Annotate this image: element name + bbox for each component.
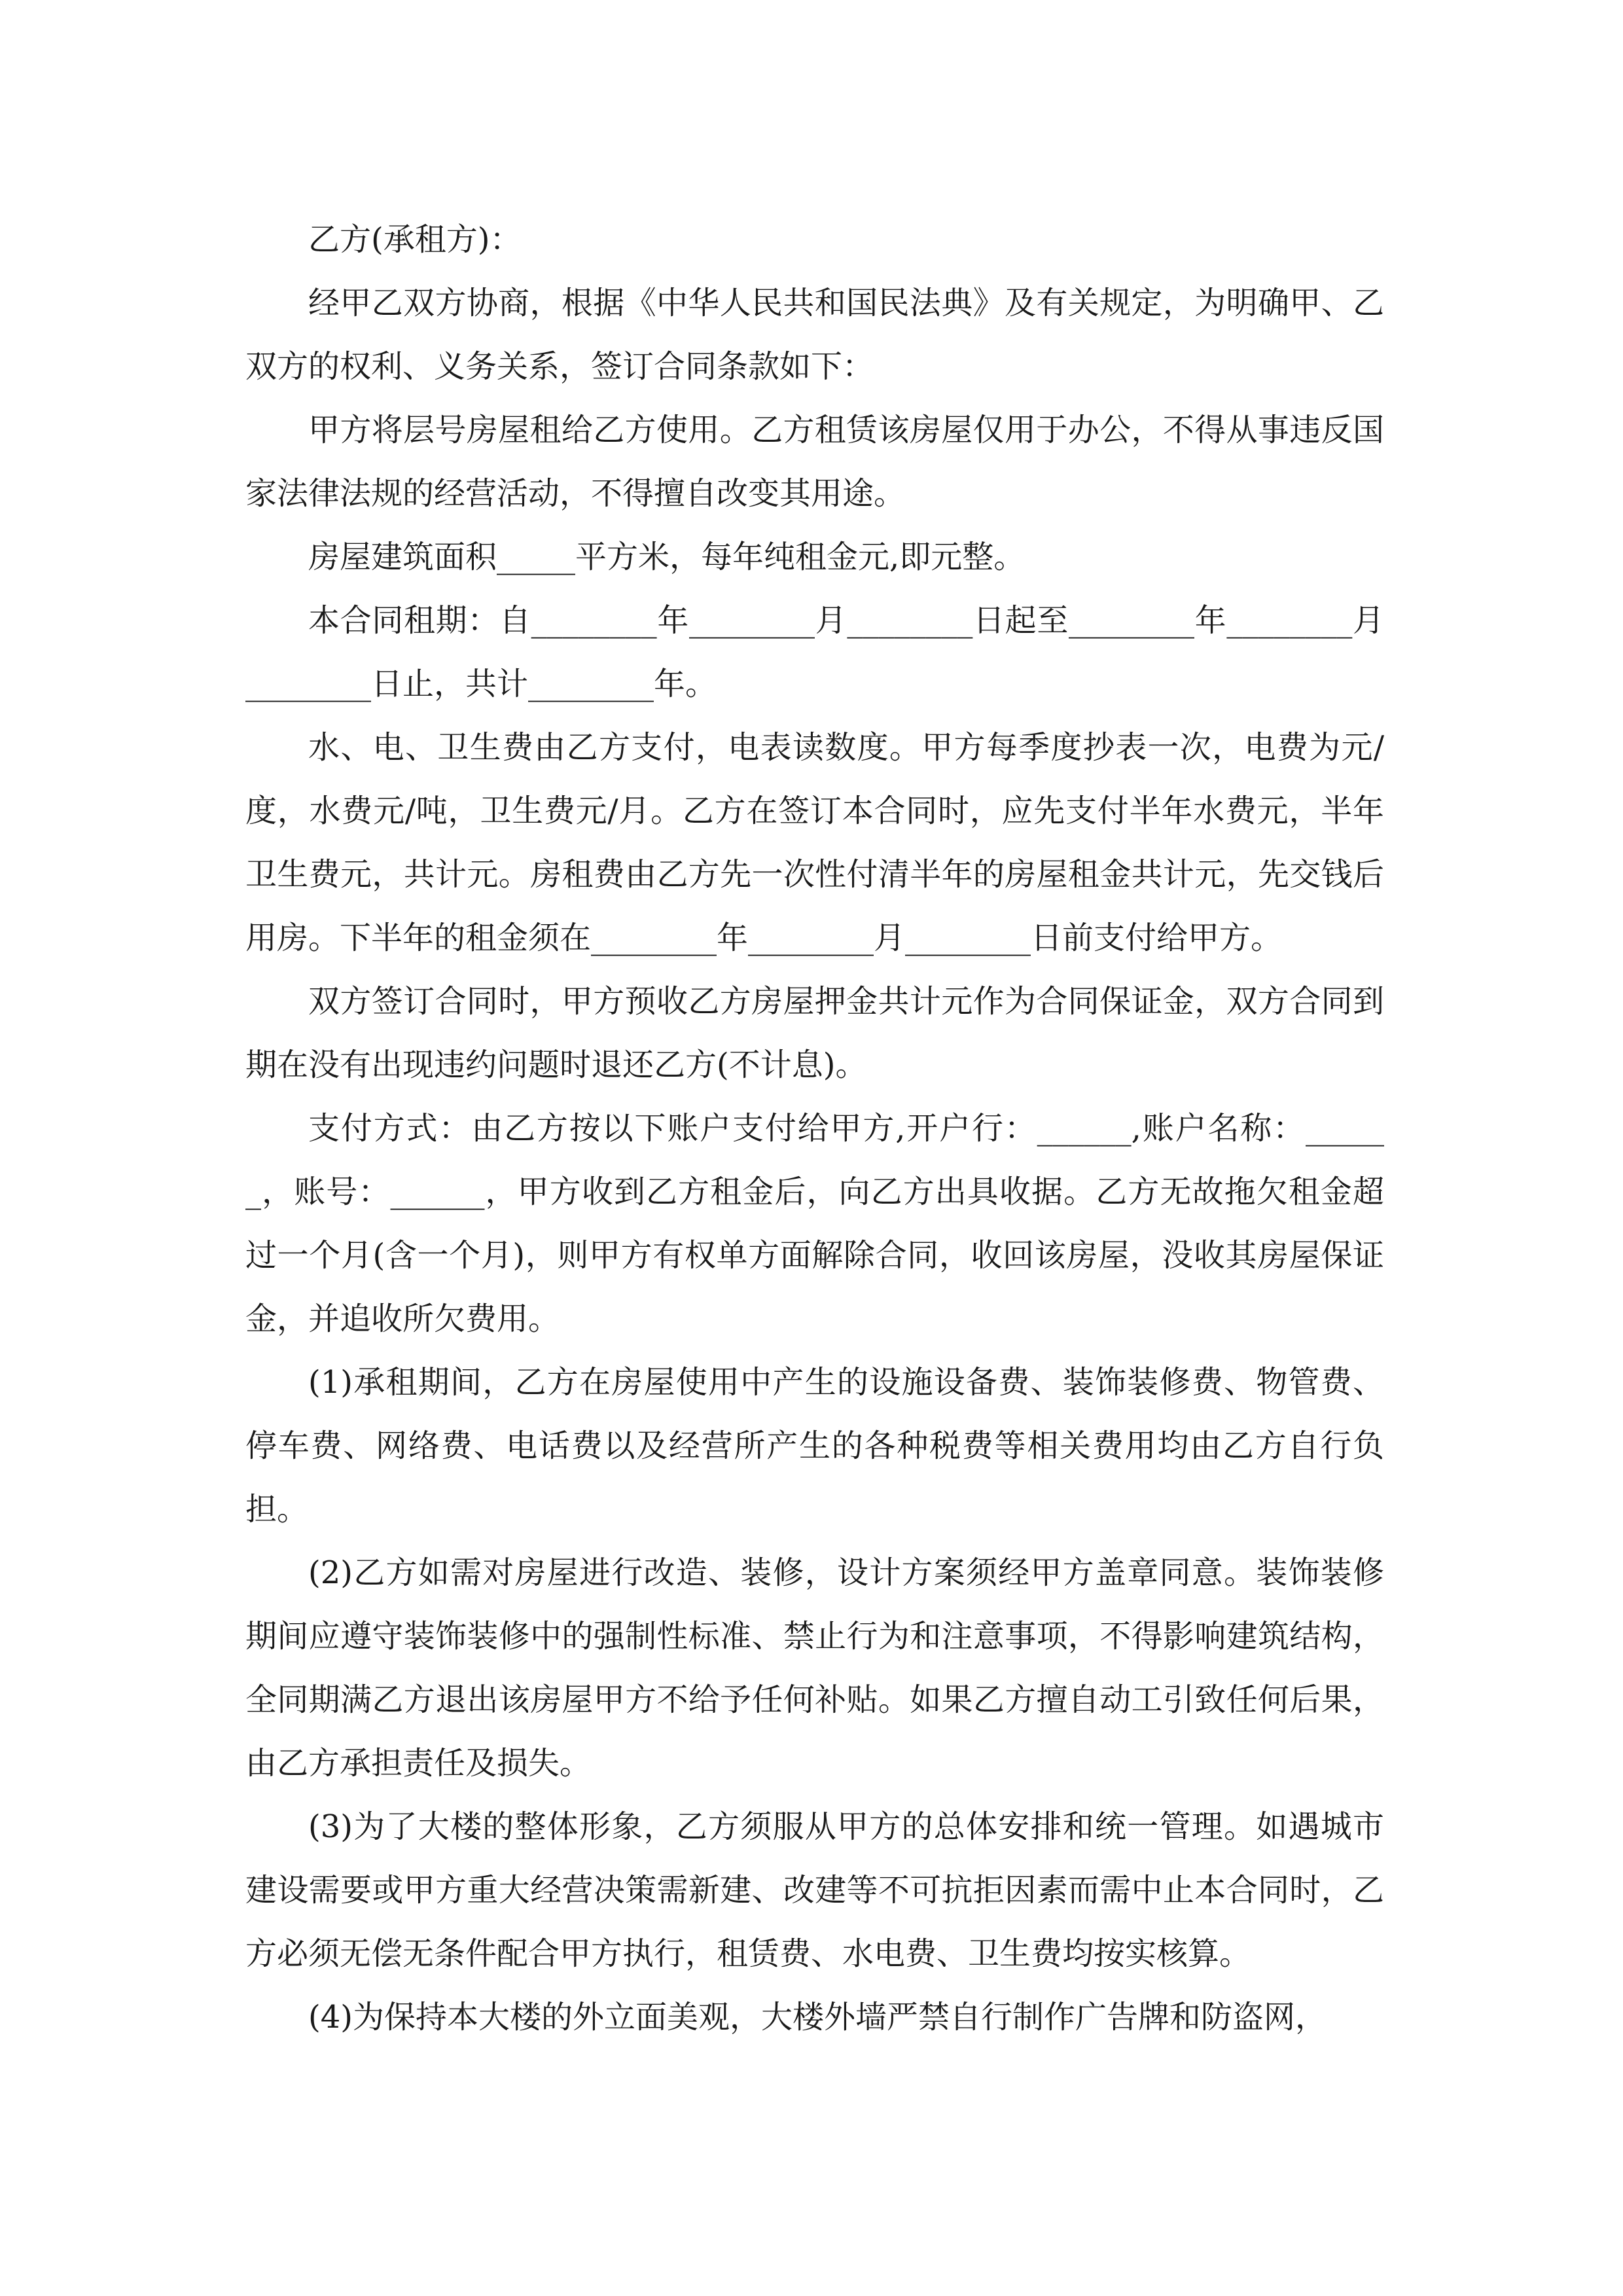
paragraph-clause-3: (3)为了大楼的整体形象，乙方须服从甲方的总体安排和统一管理。如遇城市建设需要或甲方重大经营决策需新建、改建等不可抗拒因素而需中止本合同时，乙方必须无偿无条件配合甲方执行，租赁费、水电费、卫生费均按实核算。 <box>245 1808 1384 1972</box>
paragraph-utilities: 水、电、卫生费由乙方支付，电表读数度。甲方每季度抄表一次，电费为元/度，水费元/吨，卫生费元/月。乙方在签订本合同时，应先支付半年水费元，半年卫生费元，共计元。房租费由乙方先一次性付清半年的房屋租金共计元，先交钱后用房。下半年的租金须在________年________月________日前支付给甲方。 <box>245 729 1384 956</box>
paragraph-deposit: 双方签订合同时，甲方预收乙方房屋押金共计元作为合同保证金，双方合同到期在没有出现违约问题时退还乙方(不计息)。 <box>245 983 1384 1083</box>
paragraph-payment-method: 支付方式：由乙方按以下账户支付给甲方,开户行：______,账户名称：______，账号：______，甲方收到乙方租金后，向乙方出具收据。乙方无故拖欠租金超过一个月(含一个月)，则甲方有权单方面解除合同，收回该房屋，没收其房屋保证金，并追收所欠费用。 <box>245 1110 1384 1337</box>
paragraph-preamble: 经甲乙双方协商，根据《中华人民共和国民法典》及有关规定，为明确甲、乙双方的权利、义务关系，签订合同条款如下： <box>245 285 1384 385</box>
document-body <box>245 208 1384 2049</box>
paragraph-lessee: 乙方(承租方)： <box>308 221 522 258</box>
paragraph-clause-1: (1)承租期间，乙方在房屋使用中产生的设施设备费、装饰装修费、物管费、停车费、网络费、电话费以及经营所产生的各种税费等相关费用均由乙方自行负担。 <box>245 1364 1384 1528</box>
paragraph-premises-use: 甲方将层号房屋租给乙方使用。乙方租赁该房屋仅用于办公，不得从事违反国家法律法规的经营活动，不得擅自改变其用途。 <box>245 412 1384 512</box>
paragraph-lease-term: 本合同租期：自________年________月________日起至________年________月________日止，共计________年。 <box>245 602 1384 702</box>
paragraph-area-rent: 房屋建筑面积_____平方米，每年纯租金元,即元整。 <box>308 539 1026 575</box>
paragraph-clause-4: (4)为保持本大楼的外立面美观，大楼外墙严禁自行制作广告牌和防盗网， <box>308 1999 1327 2036</box>
paragraph-clause-2: (2)乙方如需对房屋进行改造、装修，设计方案须经甲方盖章同意。装饰装修期间应遵守装饰装修中的强制性标准、禁止行为和注意事项，不得影响建筑结构，全同期满乙方退出该房屋甲方不给予任何补贴。如果乙方擅自动工引致任何后果，由乙方承担责任及损失。 <box>245 1554 1384 1782</box>
